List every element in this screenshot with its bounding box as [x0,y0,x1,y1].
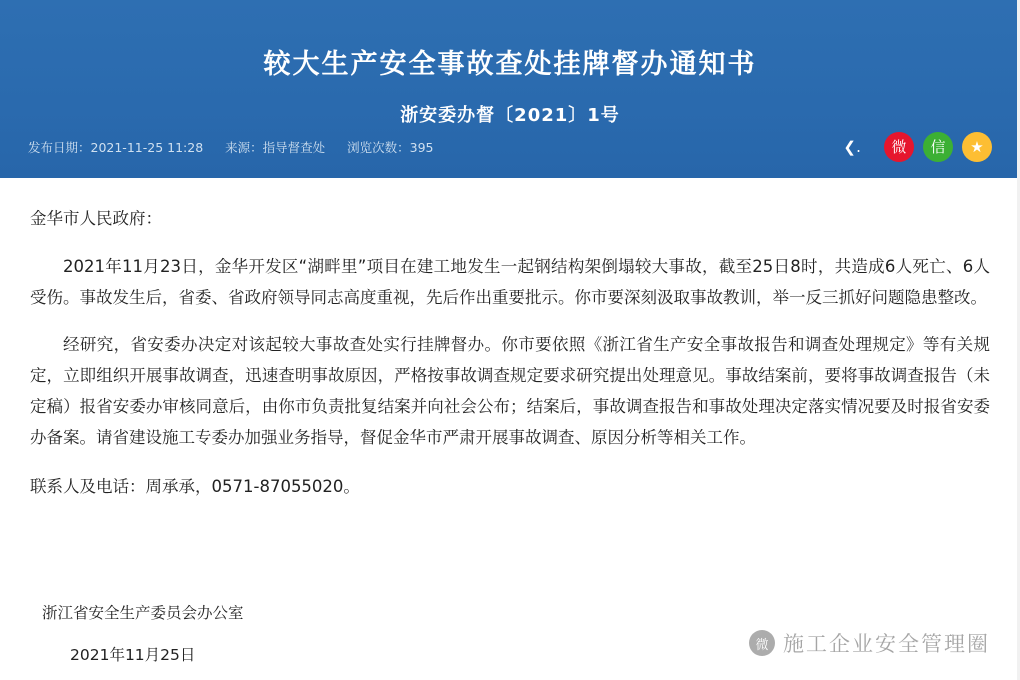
meta-left-group [28,138,456,156]
qzone-share-icon[interactable]: ★ [962,132,992,162]
wechat-logo-icon: 微 [749,630,775,656]
watermark-text: 施工企业安全管理圈 [783,632,990,656]
share-icon[interactable]: ❮․ [843,138,861,156]
salutation: 金华市人民政府： [30,209,162,228]
page-title: 较大生产安全事故查处挂牌督办通知书 [263,49,757,80]
body-paragraph-2: 经研究，省安委办决定对该起较大事故查处实行挂牌督办。你市要依照《浙江省生产安全事故报告和调查处理规定》等有关规定，立即组织开展事故调查，迅速查明事故原因，严格按事故调查规定要求研究提出处理意见。事故结案前，要将事故调查报告（未定稿）报省安委办审核同意后，由你市负责批复结案并向社会公布；结案后，事故调查报告和事故处理决定落实情况要及时报省安委办备案。请省建设施工专委办加强业务指导，督促金华市严肃开展事故调查、原因分析等相关工作。 [30,335,990,447]
publish-date: 发布日期：2021-11-25 11:28 [28,140,204,155]
view-count: 浏览次数：395 [347,140,434,155]
wechat-share-icon[interactable]: 信 [923,132,953,162]
document-number: 浙安委办督〔2021〕1号 [400,105,620,126]
share-group [843,132,992,162]
contact-line: 联系人及电话：周承承，0571-87055020。 [30,477,360,496]
signature-date: 2021年11月25日 [70,646,196,664]
body-paragraph-1: 2021年11月23日，金华开发区“湖畔里”项目在建工地发生一起钢结构架倒塌较大事故，截至25日8时，共造成6人死亡、6人受伤。事故发生后，省委、省政府领导同志高度重视，先后作出重要批示。你市要深刻汲取事故教训，举一反三抓好问题隐患整改。 [30,256,990,307]
document-header-banner [0,0,1020,178]
weibo-share-icon[interactable]: 微 [884,132,914,162]
meta-row [0,132,1020,162]
signature-org: 浙江省安全生产委员会办公室 [42,604,244,622]
source: 来源：指导督查处 [225,140,326,155]
document-body [0,178,1020,670]
